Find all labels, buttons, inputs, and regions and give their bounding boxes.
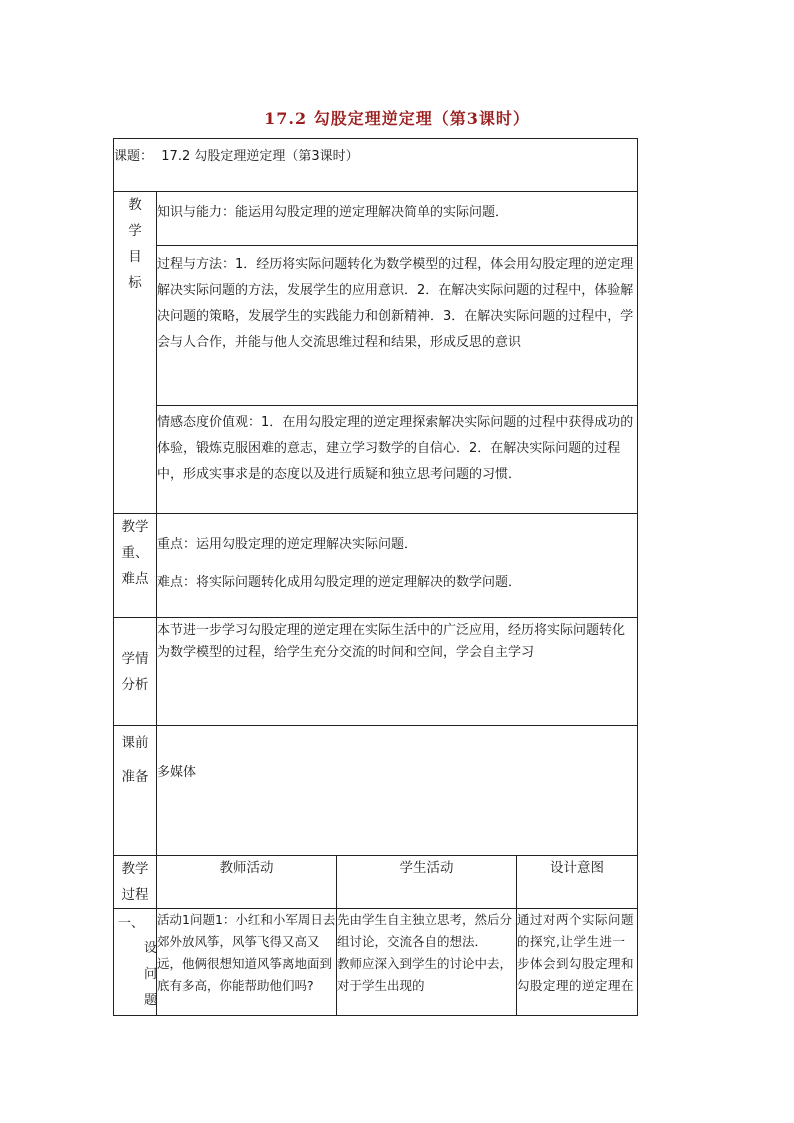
prep-text: 多媒体: [157, 726, 638, 856]
goals-label: 教 学 目 标: [114, 192, 157, 514]
goal-emotion-row: [114, 406, 638, 514]
goal-process: 过程与方法：1．经历将实际问题转化为数学模型的过程，体会用勾股定理的逆定理解决实际问题的方法，发展学生的应用意识．2．在解决实际问题的过程中，体验解决问题的策略，发展学生的实践能力和创新精神．3．在解决实际问题的过程中，学会与人合作，并能与他人交流思维过程和结果，形成反思的意识: [157, 246, 638, 406]
key-points-row: [114, 514, 638, 618]
analysis-text: 本节进一步学习勾股定理的逆定理在实际生活中的广泛应用，经历将实际问题转化为数学模型的过程，给学生充分交流的时间和空间，学会自主学习: [157, 618, 638, 726]
analysis-label: 学情 分析: [114, 618, 157, 726]
activity-row: [114, 909, 638, 1016]
section-label: 一、 设 问 题: [114, 909, 157, 1016]
header-teacher-activity: 教师活动: [157, 856, 337, 909]
process-label: 教学 过程: [114, 856, 157, 909]
teacher-activity: 活动1问题1：小红和小军周日去郊外放风筝，风筝飞得又高又远，他俩很想知道风筝离地面到底有多高，你能帮助他们吗?: [157, 909, 337, 1016]
page-title: 17.2 勾股定理逆定理（第3课时）: [264, 109, 530, 128]
topic-row: [114, 139, 638, 192]
lesson-plan-table: [113, 138, 638, 1016]
goal-process-row: [114, 246, 638, 406]
student-activity: 先由学生自主独立思考，然后分组讨论，交流各自的想法． 教师应深入到学生的讨论中去，对于学生出现的: [337, 909, 517, 1016]
prep-label: 课前 准备: [114, 726, 157, 856]
goal-emotion: 情感态度价值观：1．在用勾股定理的逆定理探索解决实际问题的过程中获得成功的体验，锻炼克服困难的意志，建立学习数学的自信心．2．在解决实际问题的过程中，形成实事求是的态度以及进行质疑和独立思考问题的习惯．: [157, 406, 638, 514]
difficult-point: 难点：将实际问题转化成用勾股定理的逆定理解决的数学问题．: [157, 575, 522, 590]
prep-row: [114, 726, 638, 856]
process-header-row: [114, 856, 638, 909]
key-point: 重点：运用勾股定理的逆定理解决实际问题．: [157, 537, 418, 552]
goal-knowledge-row: [114, 192, 638, 246]
key-points-label: 教学 重、 难点: [114, 514, 157, 618]
design-intent: 通过对两个实际问题的探究,让学生进一步体会到勾股定理和勾股定理的逆定理在: [517, 909, 638, 1016]
topic-value: 17.2 勾股定理逆定理（第3课时）: [161, 149, 359, 164]
topic-label: 课题：: [114, 149, 154, 164]
header-student-activity: 学生活动: [337, 856, 517, 909]
analysis-row: [114, 618, 638, 726]
header-design-intent: 设计意图: [517, 856, 638, 909]
goal-knowledge: 知识与能力：能运用勾股定理的逆定理解决简单的实际问题．: [157, 192, 638, 246]
